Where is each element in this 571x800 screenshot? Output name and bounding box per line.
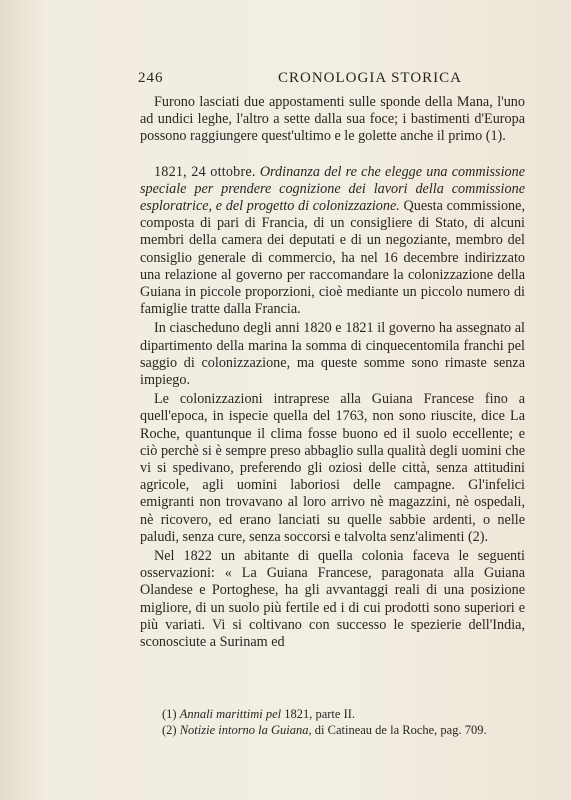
paragraph-somma-colonizzazione	[140, 320, 525, 389]
paragraph-osservazioni-1822	[140, 548, 525, 651]
running-title: CRONOLOGIA STORICA	[278, 70, 462, 86]
paragraph-text: Le colonizzazioni intraprese alla Guiana Francese fino a quell'epoca, in ispecie quella del 1763, non sono riuscite, dice La Roche, quantunque il clima fosse buono ed il suolo eccellente; e ciò perchè si è sempre preso abbaglio sulla qualità degli uomini che vi si spedivano, preferendo gli oziosi delle città, senza attitudini agricole, agli uomini laboriosi delle campagne. Gl'infelici emigranti non trovavano al loro arrivo nè magazzini, nè ospedali, nè ricovero, ed erano lanciati su quelle sabbie ardenti, o nelle paludi, senza cure, senza soccorsi e talvolta senz'alimenti (2).	[140, 391, 525, 545]
paragraph-mana-appostamenti	[140, 94, 525, 146]
entry-date: 1821, 24 ottobre.	[154, 163, 256, 180]
footnotes	[140, 706, 530, 738]
footnote-mark: (1)	[162, 707, 177, 721]
footnote-mark: (2)	[162, 723, 177, 737]
paragraph-text: Furono lasciati due appostamenti sulle sponde della Mana, l'uno ad undici leghe, l'altro a sette dalla sua foce; i bastimenti d'Europa possono raggiungere quest'ultimo e le golette anche il primo (1).	[140, 94, 525, 145]
paragraph-text: Questa commissione, composta di pari di Francia, di un consigliere di Stato, di alcuni membri della camera dei deputati e di un negoziante, membro del consiglio generale di commercio, ha nel 16 decembre indirizzato una relazione al governo per raccomandare la colonizzazione della Guiana in piccole proporzioni, cioè mediante un piccolo numero di famiglie tratte dalla Francia.	[140, 198, 525, 318]
paragraph-text: Nel 1822 un abitante di quella colonia faceva le seguenti osservazioni: « La Guiana Francese, paragonata alla Guiana Olandese e Portoghese, ha gli avvantaggi reali di una posizione migliore, di un suolo più fertile ed i di cui prodotti sono superiori e più variati. Vi si coltivano con successo le spezierie dell'India, sconosciute a Surinam ed	[140, 548, 525, 651]
entry-heading: Ordinanza del re che elegge una commissione speciale per prendere cognizione dei lavori della commissione esploratrice, e del progetto di colonizzazione.	[140, 163, 525, 215]
footnote-source: Notizie intorno la Guiana,	[179, 723, 312, 737]
page-body	[140, 94, 525, 651]
page-number: 246	[138, 70, 164, 86]
paragraph-ordinanza	[140, 164, 525, 319]
footnote-1	[140, 706, 530, 722]
paragraph-text: In ciascheduno degli anni 1820 e 1821 il governo ha assegnato al dipartimento della marina la somma di cinquecentomila franchi pel saggio di colonizzazione, ma queste somme sono rimaste senza impiego.	[140, 320, 525, 389]
paragraph-colonizzazioni-intraprese	[140, 391, 525, 546]
footnote-detail: 1821, parte II.	[284, 707, 356, 721]
footnote-2	[140, 722, 530, 738]
footnote-detail: di Catineau de la Roche, pag. 709.	[314, 723, 487, 737]
footnote-source: Annali marittimi pel	[179, 707, 282, 721]
